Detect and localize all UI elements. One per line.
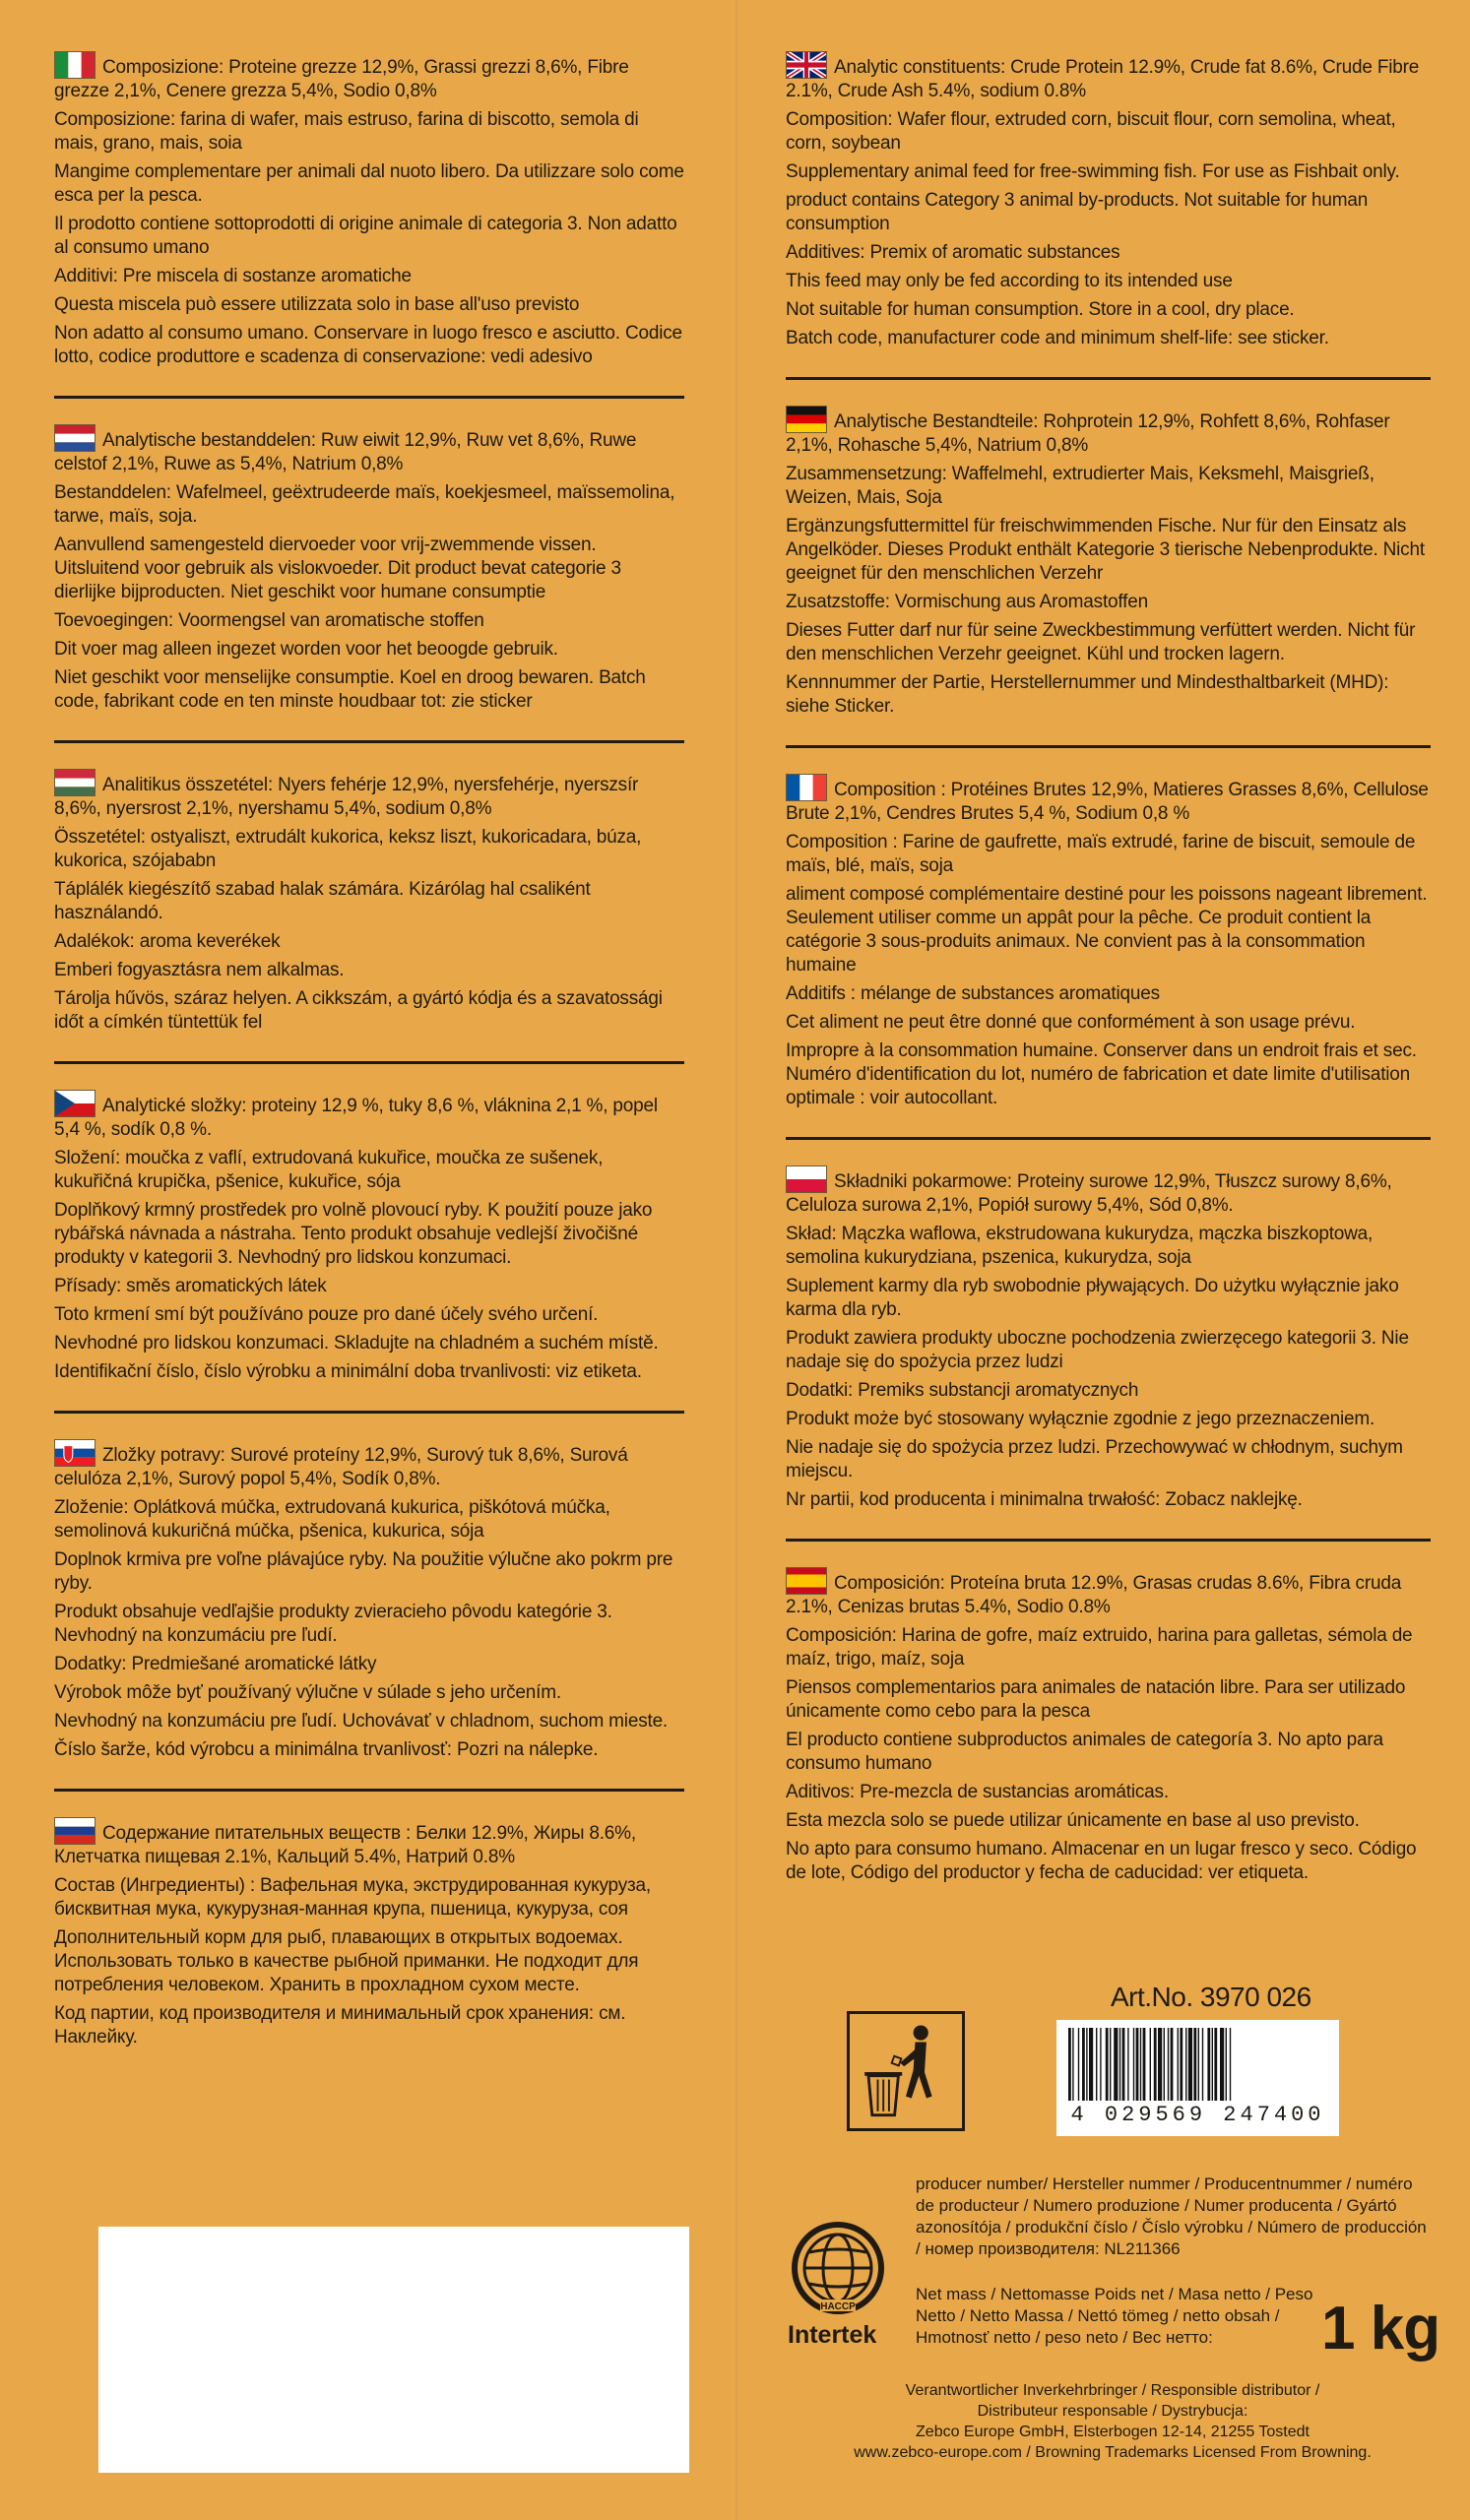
polish-line-2: Skład: Mączka waflowa, ekstrudowana kukurydza, mączka biszkoptowa, semolina kukurydziana, pszenica, kukurydza, soja xyxy=(786,1224,1374,1268)
italian-section xyxy=(54,49,684,399)
slovak-line-6: Výrobok môže byť používaný výlučne v súlade s jeho určením. xyxy=(54,1682,561,1703)
hungarian-line-2: Összetétel: ostyaliszt, extrudált kukorica, keksz liszt, kukoricadara, búza, kukorica, szójababn xyxy=(54,827,642,871)
french-line-5: Cet aliment ne peut être donné que conformément à son usage prévu. xyxy=(786,1012,1356,1033)
polish-line-3: Suplement karmy dla ryb swobodnie pływających. Do użytku wyłącznie jako karma dla ryb. xyxy=(786,1276,1399,1320)
barcode-bar xyxy=(1180,2028,1182,2101)
italian-line-3: Mangime complementare per animali dal nuoto libero. Da utilizzare solo come esca per la pesca. xyxy=(54,161,684,206)
russian-section xyxy=(54,1815,684,2076)
intertek-logo: Intertek xyxy=(788,2321,877,2349)
left-column xyxy=(54,49,684,2100)
spanish-line-5: Aditivos: Pre-mezcla de sustancias aromáticas. xyxy=(786,1782,1169,1802)
barcode-bar xyxy=(1082,2028,1085,2101)
barcode-bar xyxy=(1207,2028,1210,2101)
barcode-bar xyxy=(1110,2028,1111,2101)
italian-line-4: Il prodotto contiene sottoprodotti di origine animale di categoria 3. Non adatto al consumo umano xyxy=(54,214,677,258)
barcode-bar xyxy=(1193,2028,1196,2101)
italian-line-2: Composizione: farina di wafer, mais estruso, farina di biscotto, semola di mais, grano, mais, soia xyxy=(54,109,639,154)
italian-line-5: Additivi: Pre miscela di sostanze aromatiche xyxy=(54,266,412,286)
spanish-line-7: No apto para consumo humano. Almacenar en un lugar fresco y seco. Código de lote, Código del productor y fecha de caducidad: ver etiqueta. xyxy=(786,1839,1417,1883)
spain-flag xyxy=(786,1567,827,1595)
english-line-1: Analytic constituents: Crude Protein 12.9%, Crude fat 8.6%, Crude Fibre 2.1%, Crude Ash 5.4%, sodium 0.8% xyxy=(786,57,1420,101)
article-number: Art.No. 3970 026 xyxy=(1111,1982,1311,2012)
barcode-bar xyxy=(1136,2028,1139,2101)
dutch-section xyxy=(54,422,684,743)
barcode-bar xyxy=(1214,2028,1217,2101)
barcode-bar xyxy=(1226,2028,1227,2101)
barcode-bar xyxy=(1122,2028,1125,2101)
english-line-6: This feed may only be fed according to its intended use xyxy=(786,271,1233,291)
czech-line-7: Identifikační číslo, číslo výrobku a minimální doba trvanlivosti: viz etiketa. xyxy=(54,1361,642,1382)
polish-line-1: Składniki pokarmowe: Proteiny surowe 12,9%, Tłuszcz surowy 8,6%, Celuloza surowa 2,1%, Popiół surowy 5,4%, Sód 0,8%. xyxy=(786,1171,1392,1216)
barcode-bar xyxy=(1133,2028,1134,2101)
german-line-3: Ergänzungsfuttermittel für freischwimmenden Fische. Nur für den Einsatz als Angelköder. Dieses Produkt enthält Kategorie 3 tierische Nebenprodukte. Nicht geeignet für den menschlichen Verzehr xyxy=(786,516,1425,584)
russia-flag xyxy=(54,1817,96,1845)
polish-line-5: Dodatki: Premiks substancji aromatycznych xyxy=(786,1380,1139,1401)
spanish-line-1: Composición: Proteína bruta 12.9%, Grasas crudas 8.6%, Fibra cruda 2.1%, Cenizas brutas 5.4%, Sodio 0.8% xyxy=(786,1573,1402,1617)
barcode-bar xyxy=(1220,2028,1224,2101)
hungary-flag xyxy=(54,769,96,796)
dutch-line-5: Dit voer mag alleen ingezet worden voor het beoogde gebruik. xyxy=(54,639,558,660)
barcode-bar xyxy=(1168,2028,1169,2101)
germany-flag xyxy=(786,406,827,433)
uk-flag xyxy=(786,51,827,79)
spanish-line-4: El producto contiene subproductos animales de categoría 3. No apto para consumo humano xyxy=(786,1730,1383,1774)
german-line-6: Kennnummer der Partie, Herstellernummer und Mindesthaltbarkeit (MHD): siehe Sticker. xyxy=(786,672,1389,717)
spanish-line-6: Esta mezcla solo se puede utilizar únicamente en base al uso previsto. xyxy=(786,1810,1360,1831)
czech-line-1: Analytické složky: proteiny 12,9 %, tuky 8,6 %, vláknina 2,1 %, popel 5,4 %, sodík 0,8 %. xyxy=(54,1096,658,1140)
barcode-bar xyxy=(1068,2028,1071,2101)
barcode-bar xyxy=(1119,2028,1120,2101)
barcode-bar xyxy=(1188,2028,1192,2101)
czech-line-5: Toto krmení smí být používáno pouze pro dané účely svého určení. xyxy=(54,1304,599,1325)
france-flag xyxy=(786,774,827,801)
hungarian-line-4: Adalékok: aroma keverékek xyxy=(54,931,281,952)
polish-section xyxy=(786,1164,1431,1542)
czech-line-6: Nevhodné pro lidskou konzumaci. Skladujte na chladném a suchém místě. xyxy=(54,1333,659,1354)
barcode-bar xyxy=(1158,2028,1162,2101)
french-line-1: Composition : Protéines Brutes 12,9%, Matieres Grasses 8,6%, Cellulose Brute 2,1%, Cendres Brutes 5,4 %, Sodium 0,8 % xyxy=(786,780,1429,824)
french-section xyxy=(786,772,1431,1140)
spanish-line-3: Piensos complementarios para animales de natación libre. Para ser utilizado únicamente como cebo para la pesca xyxy=(786,1677,1406,1722)
italian-line-7: Non adatto al consumo umano. Conservare in luogo fresco e asciutto. Codice lotto, codice produttore e scadenza di conservazione: vedi adesivo xyxy=(54,323,682,367)
barcode-bar xyxy=(1171,2028,1174,2101)
hungarian-section xyxy=(54,767,684,1064)
net-weight: 1 kg xyxy=(1321,2295,1440,2362)
spanish-section xyxy=(786,1565,1431,1912)
french-line-2: Composition : Farine de gaufrette, maïs extrudé, farine de biscuit, semoule de maïs, blé, maïs, soja xyxy=(786,832,1416,876)
distributor-line-1: Verantwortlicher Inverkehrbringer / Responsible distributor / xyxy=(905,2382,1320,2399)
french-line-3: aliment composé complémentaire destiné pour les poissons nageant librement. Seulement utiliser comme un appât pour la pêche. Ce produit contient la catégorie 3 sous-produits animaux. Ne convient pas à la consommation humaine xyxy=(786,884,1428,976)
haccp-globe-icon xyxy=(788,2221,888,2319)
spanish-line-2: Composición: Harina de gofre, maíz extruido, harina para galletas, sémola de maíz, trigo, maíz, soja xyxy=(786,1625,1413,1670)
barcode-bar xyxy=(1202,2028,1203,2101)
net-mass-label: Net mass / Nettomasse Poids net / Masa netto / Peso Netto / Netto Massa / Nettó tömeg / netto obsah / Hmotnosť netto / peso neto / Вес нетто: xyxy=(916,2285,1313,2347)
german-section xyxy=(786,404,1431,748)
right-column xyxy=(786,49,1431,1935)
hungarian-line-6: Tárolja hűvös, száraz helyen. A cikkszám, a gyártó kódja és a szavatossági időt a címkén tüntettük fel xyxy=(54,988,663,1033)
english-line-3: Supplementary animal feed for free-swimming fish. For use as Fishbait only. xyxy=(786,161,1400,182)
distributor-info xyxy=(837,2380,1388,2463)
polish-line-7: Nie nadaje się do spożycia przez ludzi. Przechowywać w chłodnym, suchym miejscu. xyxy=(786,1437,1403,1481)
slovak-line-2: Zloženie: Oplátková múčka, extrudovaná kukurica, piškótová múčka, semolinová kukuričná múčka, pšenica, kukurica, sója xyxy=(54,1497,610,1542)
column-divider xyxy=(735,0,737,2520)
barcode-bar xyxy=(1164,2028,1165,2101)
english-line-7: Not suitable for human consumption. Store in a cool, dry place. xyxy=(786,299,1295,320)
polish-line-4: Produkt zawiera produkty uboczne pochodzenia zwierzęcego kategorii 3. Nie nadaje się do spożycia przez ludzi xyxy=(786,1328,1409,1372)
dutch-line-3: Aanvullend samengesteld diervoeder voor vrij-zwemmende vissen. Uitsluitend voor gebruik als visloкvoeder. Dit product bevat categorie 3 dierlijke bijproducten. Niet geschikt voor humane consumptie xyxy=(54,535,621,602)
producer-number: producer number/ Hersteller nummer / Producentnummer / numéro de producteur / Numero produzione / Numer producenta / Gyártó azonosítója / produkční číslo / Číslo výrobku / Número de producción / номер производителя: NL211366 xyxy=(916,2174,1427,2258)
barcode-bar xyxy=(1127,2028,1128,2101)
russian-line-4: Код партии, код производителя и минимальный срок хранения: см. Наклейку. xyxy=(54,2003,626,2048)
slovak-line-5: Dodatky: Predmiešané aromatické látky xyxy=(54,1654,377,1674)
barcode-bars xyxy=(1068,2028,1327,2101)
polish-line-6: Produkt może być stosowany wyłącznie zgodnie z jego przeznaczeniem. xyxy=(786,1409,1375,1429)
barcode-bar xyxy=(1089,2028,1093,2101)
czech-section xyxy=(54,1088,684,1414)
haccp-label: HACCP xyxy=(820,2301,856,2312)
dutch-line-6: Niet geschikt voor menselijke consumptie. Koel en droog bewaren. Batch code, fabrikant code en ten minste houdbaar tot: zie sticker xyxy=(54,667,646,712)
barcode-bar xyxy=(1150,2028,1151,2101)
slovak-section xyxy=(54,1437,684,1792)
slovak-line-4: Produkt obsahuje vedľajšie produkty zvieracieho pôvodu kategórie 3. Nevhodný na konzumáciu pre ľudí. xyxy=(54,1602,612,1646)
distributor-line-2: Distributeur responsable / Dystrybucja: xyxy=(977,2403,1248,2420)
slovak-line-1: Zložky potravy: Surové proteíny 12,9%, Surový tuk 8,6%, Surová celulóza 2,1%, Surový popol 5,4%, Sodík 0,8%. xyxy=(54,1445,628,1489)
russian-line-3: Дополнительный корм для рыб, плавающих в открытых водоемах. Использовать только в качестве рыбной приманки. Не подходит для потребления человеком. Хранить в прохладном сухом месте. xyxy=(54,1927,639,1995)
slovak-line-3: Doplnok krmiva pre voľne plávajúce ryby. Na použitie výlučne ako pokrm pre ryby. xyxy=(54,1549,673,1594)
dutch-line-2: Bestanddelen: Wafelmeel, geëxtrudeerde maïs, koekjesmeel, maïssemolina, tarwe, maïs, soja. xyxy=(54,482,675,527)
barcode-bar xyxy=(1106,2028,1109,2101)
dutch-line-4: Toevoegingen: Voormengsel van aromatische stoffen xyxy=(54,610,484,631)
barcode-bar xyxy=(1086,2028,1087,2101)
russian-line-1: Содержание питательных веществ : Белки 12.9%, Жиры 8.6%, Клетчатка пищевая 2.1%, Кальций 5.4%, Натрий 0.8% xyxy=(54,1823,636,1867)
hungarian-line-1: Analitikus összetétel: Nyers fehérje 12,9%, nyersfehérje, nyerszsír 8,6%, nyersrost 2,1%, nyershamu 5,4%, sodium 0,8% xyxy=(54,775,639,819)
distributor-line-4: www.zebco-europe.com / Browning Trademarks Licensed From Browning. xyxy=(854,2444,1372,2461)
slovak-line-8: Číslo šarže, kód výrobcu a minimálna trvanlivosť: Pozri na nálepke. xyxy=(54,1739,599,1760)
barcode-bar xyxy=(1114,2028,1118,2101)
barcode xyxy=(1056,2020,1339,2136)
italian-line-6: Questa miscela può essere utilizzata solo in base all'uso previsto xyxy=(54,294,580,315)
barcode-bar xyxy=(1072,2028,1073,2101)
dutch-line-1: Analytische bestanddelen: Ruw eiwit 12,9%, Ruw vet 8,6%, Ruwe celstof 2,1%, Ruwe as 5,4%, Natrium 0,8% xyxy=(54,430,637,474)
english-line-2: Composition: Wafer flour, extruded corn, biscuit flour, corn semolina, wheat, corn, soybean xyxy=(786,109,1396,154)
slovak-line-7: Nevhodný na konzumáciu pre ľudí. Uchovávať v chladnom, suchom mieste. xyxy=(54,1711,669,1732)
barcode-bar xyxy=(1100,2028,1101,2101)
barcode-number: 4 029569 247400 xyxy=(1070,2103,1325,2127)
italian-line-1: Composizione: Proteine grezze 12,9%, Grassi grezzi 8,6%, Fibre grezze 2,1%, Cenere grezza 5,4%, Sodio 0,8% xyxy=(54,57,629,101)
barcode-bar xyxy=(1198,2028,1199,2101)
german-line-1: Analytische Bestandteile: Rohprotein 12,9%, Rohfett 8,6%, Rohfaser 2,1%, Rohasche 5,4%, Natrium 0,8% xyxy=(786,411,1390,456)
sticker-area xyxy=(98,2227,689,2473)
poland-flag xyxy=(786,1166,827,1193)
hungarian-line-3: Táplálék kiegészítő szabad halak számára. Kizárólag hal csaliként használandó. xyxy=(54,879,591,923)
netherlands-flag xyxy=(54,424,96,452)
barcode-bar xyxy=(1212,2028,1213,2101)
barcode-bar xyxy=(1154,2028,1157,2101)
barcode-bar xyxy=(1185,2028,1186,2101)
slovakia-flag xyxy=(54,1439,96,1467)
german-line-4: Zusatzstoffe: Vormischung aus Aromastoffen xyxy=(786,592,1148,612)
czech-flag xyxy=(54,1090,96,1117)
czech-line-4: Přísady: směs aromatických látek xyxy=(54,1276,327,1296)
english-section xyxy=(786,49,1431,380)
barcode-bar xyxy=(1143,2028,1146,2101)
english-line-4: product contains Category 3 animal by-products. Not suitable for human consumption xyxy=(786,190,1369,234)
french-line-6: Impropre à la consommation humaine. Conserver dans un endroit frais et sec. Numéro d'identification du lot, numéro de fabrication et date limite d'utilisation optimale : voir autocollant. xyxy=(786,1040,1417,1108)
czech-line-2: Složení: moučka z vaflí, extrudovaná kukuřice, moučka ze sušenek, kukuřičná krupička, pšenice, kukuřice, sója xyxy=(54,1148,604,1192)
french-line-4: Additifs : mélange de substances aromatiques xyxy=(786,983,1160,1004)
polish-line-8: Nr partii, kod producenta i minimalna trwałość: Zobacz naklejkę. xyxy=(786,1489,1303,1510)
barcode-bar xyxy=(1230,2028,1231,2101)
barcode-bar xyxy=(1096,2028,1097,2101)
distributor-line-3: Zebco Europe GmbH, Elsterbogen 12-14, 21255 Tostedt xyxy=(916,2424,1310,2440)
german-line-5: Dieses Futter darf nur für seine Zweckbestimmung verfüttert werden. Nicht für den menschlichen Verzehr geeignet. Kühl und trocken lagern. xyxy=(786,620,1416,664)
hungarian-line-5: Emberi fogyasztásra nem alkalmas. xyxy=(54,960,345,980)
english-line-5: Additives: Premix of aromatic substances xyxy=(786,242,1120,263)
italy-flag xyxy=(54,51,96,79)
barcode-bar xyxy=(1078,2028,1079,2101)
czech-line-3: Doplňkový krmný prostředek pro volně plovoucí ryby. K použití pouze jako rybářská návnada a nástraha. Tento produkt obsahuje vedlejší živočišné produkty v kategorii 3. Nevhodný pro lidskou konzumaci. xyxy=(54,1200,653,1268)
dispose-trash-icon xyxy=(847,2011,965,2131)
english-line-8: Batch code, manufacturer code and minimum shelf-life: see sticker. xyxy=(786,328,1329,348)
barcode-bar xyxy=(1178,2028,1179,2101)
barcode-bar xyxy=(1140,2028,1141,2101)
german-line-2: Zusammensetzung: Waffelmehl, extrudierter Mais, Keksmehl, Maisgrieß, Weizen, Mais, Soja xyxy=(786,464,1374,508)
russian-line-2: Состав (Ингредиенты) : Вафельная мука, экструдированная кукуруза, бисквитная мука, кукурузная-манная крупа, пшеница, кукуруза, соя xyxy=(54,1875,651,1920)
